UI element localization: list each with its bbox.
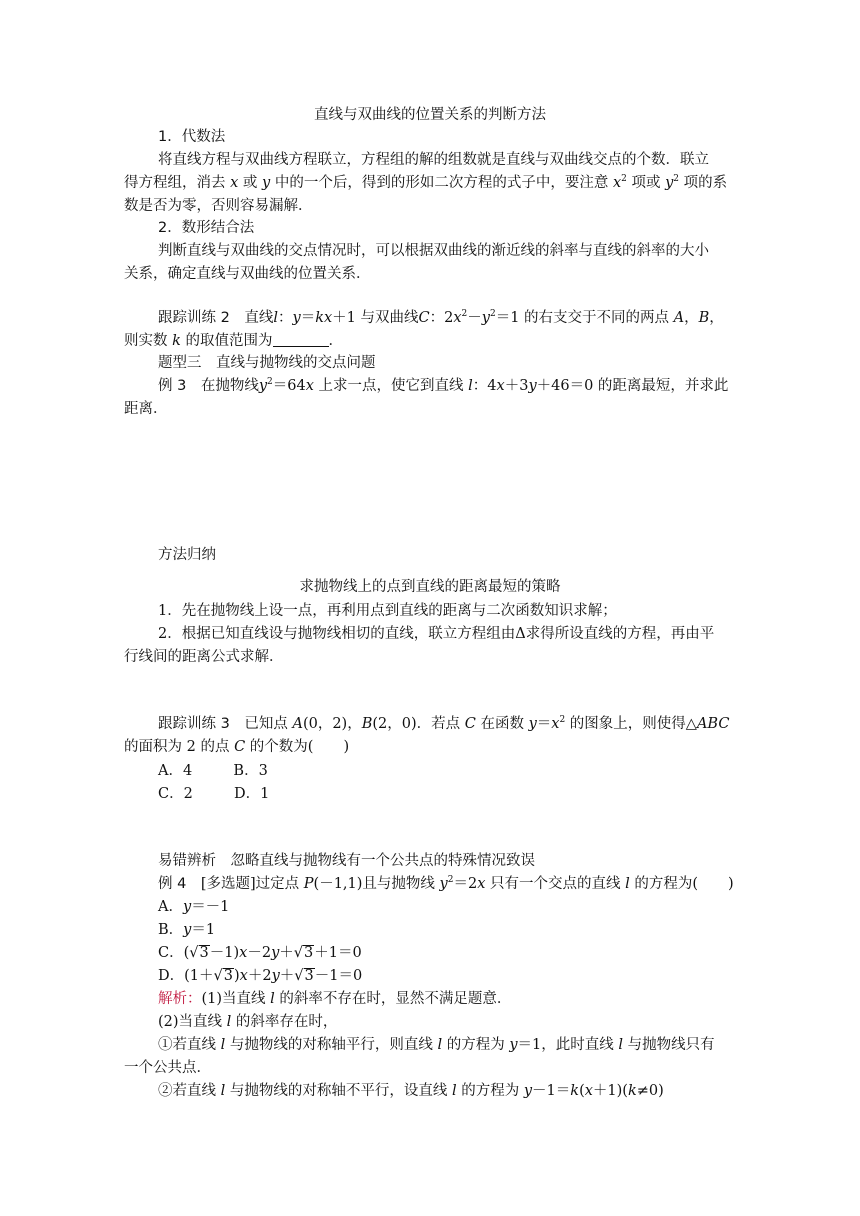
tracking-training-3-line-2 (124, 737, 860, 757)
example-3-label: 例 3 (158, 378, 187, 394)
method-2-paragraph-line-2 (124, 264, 860, 284)
sqrt-radicand: 3 (223, 968, 233, 984)
text: 上求一点，使它到直线 (318, 378, 464, 394)
option-letter: D．(1＋ (158, 968, 214, 984)
text: ， (709, 310, 724, 326)
text: ：4 (472, 378, 497, 394)
text: 的斜率存在时， (235, 1014, 338, 1030)
variable-x: x (477, 876, 486, 892)
text: ) (234, 968, 240, 984)
text: ＝－1 (191, 899, 230, 915)
solution-label: 解析： (158, 991, 202, 1007)
text: 一个公共点． (124, 1060, 211, 1076)
text: ：2 (429, 310, 454, 326)
text: ＝1，此时直线 (517, 1037, 614, 1053)
text: ＋1)( (592, 1083, 628, 1099)
text: (2)当直线 (158, 1014, 223, 1030)
variable-P: P (303, 876, 314, 892)
text: ＋2 (247, 968, 272, 984)
variable-l: l (220, 1083, 226, 1099)
variable-y: y (509, 1037, 518, 1053)
variable-l: l (226, 1014, 232, 1030)
text: ＋ (279, 945, 294, 961)
method-1-title (158, 127, 860, 147)
tracking-training-2-line-2 (124, 331, 860, 351)
method-2-title-text: 2．数形结合法 (158, 220, 255, 236)
solution-line-4 (124, 1058, 860, 1078)
text: 2．根据已知直线设与抛物线相切的直线，联立方程组由Δ求得所设直线的方程，再由平 (158, 626, 715, 642)
variable-y: y (439, 876, 448, 892)
superscript: 2 (559, 715, 566, 725)
text: ＝2 (453, 876, 478, 892)
variable-x: x (612, 175, 622, 191)
variable-y: y (258, 378, 268, 394)
text: － (467, 310, 482, 326)
text: －2 (247, 945, 272, 961)
variable-y: y (528, 716, 537, 732)
example-4-option-c[interactable]: C．(√3－1)x－2y＋√3＋1＝0 (158, 945, 362, 961)
variable-k: k (570, 1083, 580, 1099)
sqrt-radicand: 3 (199, 945, 209, 961)
section-title (0, 105, 860, 125)
text: 的方程为 (461, 1083, 520, 1099)
text: 只有一个交点的直线 (490, 876, 621, 892)
variable-y: y (523, 1083, 533, 1099)
text: ＋ (279, 968, 295, 984)
superscript: 2 (267, 377, 273, 387)
text: ＝1 (191, 922, 216, 938)
example-4-option-d[interactable]: D．(1＋√3)x＋2y＋√3－1＝0 (158, 968, 363, 984)
variable-l: l (451, 1083, 457, 1099)
text: 的方程为 (446, 1037, 505, 1053)
tracking-training-3-options-ab (158, 761, 860, 781)
error-analysis-title (158, 851, 860, 871)
method-1-title-text: 1．代数法 (158, 129, 226, 145)
variable-y: y (182, 899, 192, 915)
text: 与抛物线只有 (627, 1037, 715, 1053)
superscript: 2 (673, 174, 680, 184)
method-2-paragraph-line-1 (158, 241, 860, 261)
text: 已知点 (244, 716, 288, 732)
option-letter: B． (158, 922, 184, 938)
text: (0，2)， (302, 716, 362, 732)
text: 的个数为( (249, 739, 314, 755)
superscript: 2 (489, 309, 496, 319)
variable-l: l (270, 991, 275, 1007)
solution-line-1 (158, 989, 860, 1009)
method-summary-heading-text: 方法归纳 (158, 547, 216, 563)
text: ＝ (536, 716, 552, 732)
text: 1．先在抛物线上设一点，再利用点到直线的距离与二次函数知识求解； (158, 603, 617, 619)
method-1-paragraph-line-3 (124, 196, 860, 216)
method-2-title (158, 218, 860, 238)
text: ) (343, 739, 350, 755)
example-4-line-1 (158, 874, 860, 894)
variable-l: l (468, 378, 473, 394)
variable-k: k (172, 333, 181, 349)
variable-ABC: ABC (696, 716, 730, 732)
variable-l: l (625, 876, 630, 892)
text: ， (684, 310, 699, 326)
text: ： (277, 310, 293, 326)
text: 则实数 (124, 333, 168, 349)
text: 在抛物线 (200, 378, 259, 394)
text: ≠0) (636, 1083, 664, 1099)
text: ①若直线 (158, 1037, 216, 1053)
variable-x: x (584, 1083, 593, 1099)
text: 的图象上，则使得△ (569, 716, 697, 732)
variable-y: y (528, 378, 537, 394)
text: －1＝0 (314, 968, 363, 984)
variable-A: A (673, 310, 685, 326)
variable-x: x (551, 716, 560, 732)
method-1-paragraph-line-1 (158, 150, 860, 170)
tracking-training-3-line-1 (158, 714, 860, 734)
variable-A: A (292, 716, 303, 732)
variable-y: y (271, 945, 280, 961)
tracking-training-2-label: 跟踪训练 2 (158, 310, 230, 326)
variable-k: k (627, 1083, 637, 1099)
method-summary-point-2 (158, 624, 860, 644)
text: ＋1 (332, 310, 356, 326)
text: 或 (242, 175, 258, 191)
text: 行线间的距离公式求解． (124, 649, 284, 665)
method-summary-title (0, 577, 860, 597)
text: ＝1 的右支交于不同的两点 (495, 310, 670, 326)
variable-l: l (618, 1037, 624, 1053)
superscript: 2 (461, 309, 468, 319)
example-4-option-b[interactable] (158, 920, 860, 940)
sqrt-radicand: 3 (304, 945, 314, 961)
text: －1＝ (532, 1083, 571, 1099)
method-summary-heading (158, 545, 860, 565)
variable-y: y (183, 922, 192, 938)
variable-x: x (239, 945, 248, 961)
text: ＝64 (272, 378, 306, 394)
text: (－1,1)且与抛物线 (313, 876, 435, 892)
text: ( (579, 1083, 585, 1099)
text: (2，0)．若点 (372, 716, 461, 732)
option-a[interactable]: A．4 (158, 763, 193, 779)
variable-y: y (262, 175, 271, 191)
option-letter: C．( (158, 945, 190, 961)
method-1-paragraph-line-2 (124, 173, 860, 193)
text: －1) (209, 945, 240, 961)
variable-y: y (292, 310, 301, 326)
example-3-line-2 (124, 399, 860, 419)
method-summary-point-2-cont (124, 647, 860, 667)
variable-x: x (230, 175, 239, 191)
variable-x: x (305, 378, 314, 394)
question-type-3-title (158, 353, 860, 373)
text: 与抛物线的对称轴不平行，设直线 (229, 1083, 448, 1099)
superscript: 2 (447, 875, 454, 885)
tracking-training-3-label: 跟踪训练 3 (158, 716, 230, 732)
variable-C: C (464, 716, 476, 732)
example-4-option-a[interactable] (158, 897, 860, 917)
text: ＋1＝0 (314, 945, 362, 961)
text: 与双曲线 (360, 310, 419, 326)
tracking-training-3-options-cd (158, 784, 860, 804)
option-d[interactable]: D．1 (234, 786, 270, 802)
text: 的方程为( (634, 876, 699, 892)
text: ) (728, 876, 734, 892)
text: 项或 (631, 175, 661, 191)
variable-kx: kx (315, 310, 333, 326)
text: 与抛物线的对称轴平行，则直线 (229, 1037, 433, 1053)
variable-B: B (361, 716, 373, 732)
answer-blank[interactable] (273, 333, 329, 347)
variable-C: C (234, 739, 246, 755)
text: [多选题]过定点 (200, 876, 300, 892)
option-b[interactable]: B．3 (233, 763, 268, 779)
example-3-line-1 (158, 376, 860, 396)
paragraph-text: 判断直线与双曲线的交点情况时，可以根据双曲线的渐近线的斜率与直线的斜率的大小 (158, 243, 709, 259)
variable-y: y (481, 310, 490, 326)
text: 的斜率不存在时，显然不满足题意． (279, 991, 512, 1007)
variable-x: x (239, 968, 248, 984)
text: 距离． (124, 401, 168, 417)
variable-C: C (418, 310, 430, 326)
option-c[interactable]: C．2 (158, 786, 193, 802)
solution-line-5 (158, 1081, 860, 1101)
variable-l: l (273, 310, 278, 326)
paragraph-text: 数是否为零，否则容易漏解． (124, 198, 313, 214)
question-type-3-title-text: 题型三 直线与抛物线的交点问题 (158, 355, 376, 371)
variable-x: x (496, 378, 505, 394)
text: 直线 (244, 310, 274, 326)
sqrt-radicand: 3 (304, 968, 314, 984)
text: 的取值范围为 (185, 333, 273, 349)
example-4-label: 例 4 (158, 876, 187, 892)
variable-x: x (453, 310, 462, 326)
section-title-text: 直线与双曲线的位置关系的判断方法 (314, 107, 546, 123)
text: ＋46＝0 的距离最短，并求此 (536, 378, 729, 394)
paragraph-text: 将直线方程与双曲线方程联立，方程组的解的组数就是直线与双曲线交点的个数．联立 (158, 152, 709, 168)
solution-line-2 (158, 1012, 860, 1032)
text: ②若直线 (158, 1083, 216, 1099)
variable-y: y (271, 968, 280, 984)
text: 得方程组，消去 (124, 175, 226, 191)
superscript: 2 (621, 174, 627, 184)
text: (1)当直线 (201, 991, 266, 1007)
text: 的面积为 2 的点 (124, 739, 230, 755)
text: ． (328, 333, 344, 349)
variable-B: B (698, 310, 710, 326)
paragraph-text: 关系，确定直线与双曲线的位置关系． (124, 266, 371, 282)
method-summary-title-text: 求抛物线上的点到直线的距离最短的策略 (299, 579, 561, 595)
solution-line-3 (158, 1035, 860, 1055)
tracking-training-2-line-1: 跟踪训练 2 直线l：y＝kx＋1 与双曲线C：$2x^2-y^2=1$ 的右支交于不同的两点 A，B， (158, 309, 724, 326)
variable-y: y (665, 175, 674, 191)
option-letter: A． (158, 899, 183, 915)
text: 中的一个后，得到的形如二次方程的式子中，要注意 (274, 175, 609, 191)
text: 在函数 (480, 716, 524, 732)
error-analysis-title-text: 易错辨析 忽略直线与抛物线有一个公共点的特殊情况致误 (158, 853, 535, 869)
text: 项的系 (683, 175, 728, 191)
method-summary-point-1 (158, 601, 860, 621)
variable-l: l (220, 1037, 226, 1053)
text: ＋3 (504, 378, 529, 394)
variable-l: l (437, 1037, 443, 1053)
